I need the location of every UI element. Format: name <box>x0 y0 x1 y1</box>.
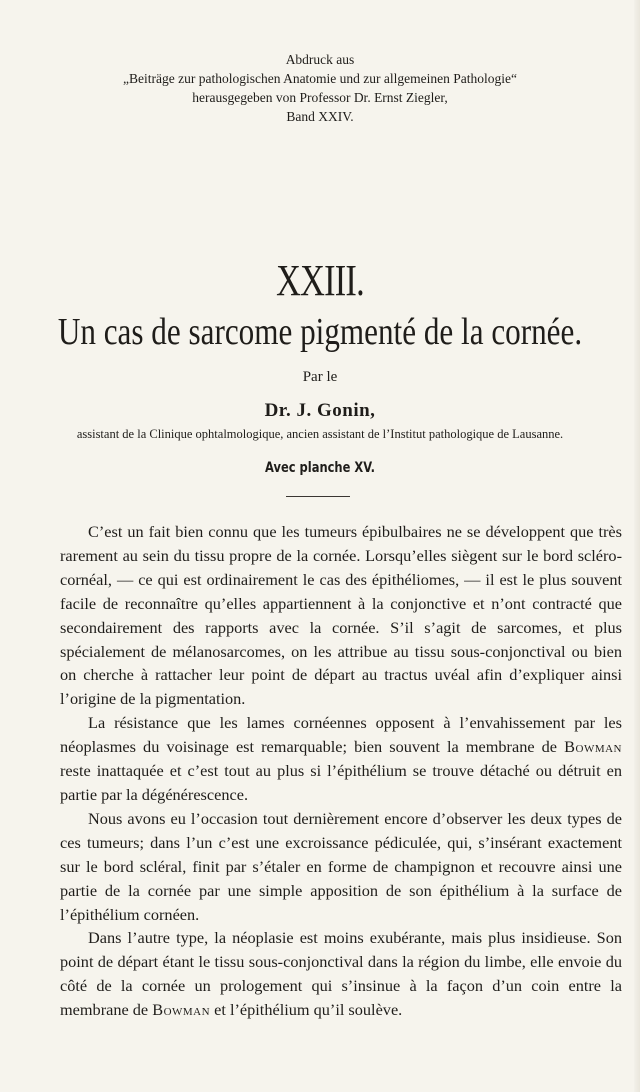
header-line-4: Band XXIV. <box>286 109 354 124</box>
byline: Par le <box>302 369 338 385</box>
separator-rule <box>286 496 350 497</box>
paragraph-2-text-a: La résistance que les lames cornéennes opposent à l’envahissement par les néoplasmes du voisinage est remarquable; bien souvent la membrane de <box>60 713 622 757</box>
author-name-bowman: Bowman <box>152 1000 211 1020</box>
author-affiliation: assistant de la Clinique ophtalmologique, ancien assistant de l’Institut pathologique de Lausanne. <box>76 427 564 441</box>
paragraph-4-text-a: Dans l’autre type, la néoplasie est moins exubérante, mais plus insidieuse. Son point de départ étant le tissu sous-conjonctival dans la région du limbe, elle envoie du côté de la cornée un prologement qui s’insinue à la façon d’un coin entre la membrane de <box>60 928 622 1020</box>
paragraph-2 <box>60 711 622 807</box>
author-name-bowman: Bowman <box>564 737 622 757</box>
plate-reference: Avec planche XV. <box>264 460 376 476</box>
chapter-number: XXIII. <box>276 256 364 305</box>
offprint-header <box>0 50 640 126</box>
header-line-2: „Beiträge zur pathologischen Anatomie und zur allgemeinen Pathologie“ <box>123 71 517 86</box>
page-edge <box>634 0 640 1092</box>
article-title: Un cas de sarcome pigmenté de la cornée. <box>57 311 583 353</box>
paragraph-4 <box>60 926 622 1022</box>
article-body <box>60 520 622 1022</box>
header-line-1: Abdruck aus <box>285 52 355 67</box>
paragraph-3: Nous avons eu l’occasion tout dernièrement encore d’observer les deux types de ces tumeurs; dans l’un c’est une excroissance pédiculée, qui, s’insérant exactement sur le bord scléral, finit par s’étaler en forme de champignon et recouvre ainsi une partie de la cornée par une simple apposition de son épithélium à la surface de l’épithélium cornéen. <box>60 808 622 924</box>
header-line-3: herausgegeben von Professor Dr. Ernst Ziegler, <box>192 90 448 105</box>
paragraph-2-text-b: reste inattaquée et c’est tout au plus si l’épithélium se trouve détaché ou détruit en partie par la dégénérescence. <box>60 761 622 804</box>
paragraph-1: C’est un fait bien connu que les tumeurs épibulbaires ne se développent que très rarement au sein du tissu propre de la cornée. Lorsqu’elles siègent sur le bord scléro-cornéal, — ce qui est ordinairement le cas des épithéliomes, — il est le plus souvent facile de reconnaître qu’elles appartiennent à la conjonctive et n’ont contracté que secondairement des rapports avec la cornée. S’il s’agit de sarcomes, et plus spécialement de mélanosarcomes, on les attribue au tissu sous-conjonctival ou bien on cherche à rattacher leur point de départ au tractus uvéal afin d’expliquer ainsi l’origine de la pigmentation. <box>60 522 622 709</box>
author-name: Dr. J. Gonin, <box>264 400 376 421</box>
paragraph-4-text-b: et l’épithélium qu’il soulève. <box>210 1000 403 1020</box>
